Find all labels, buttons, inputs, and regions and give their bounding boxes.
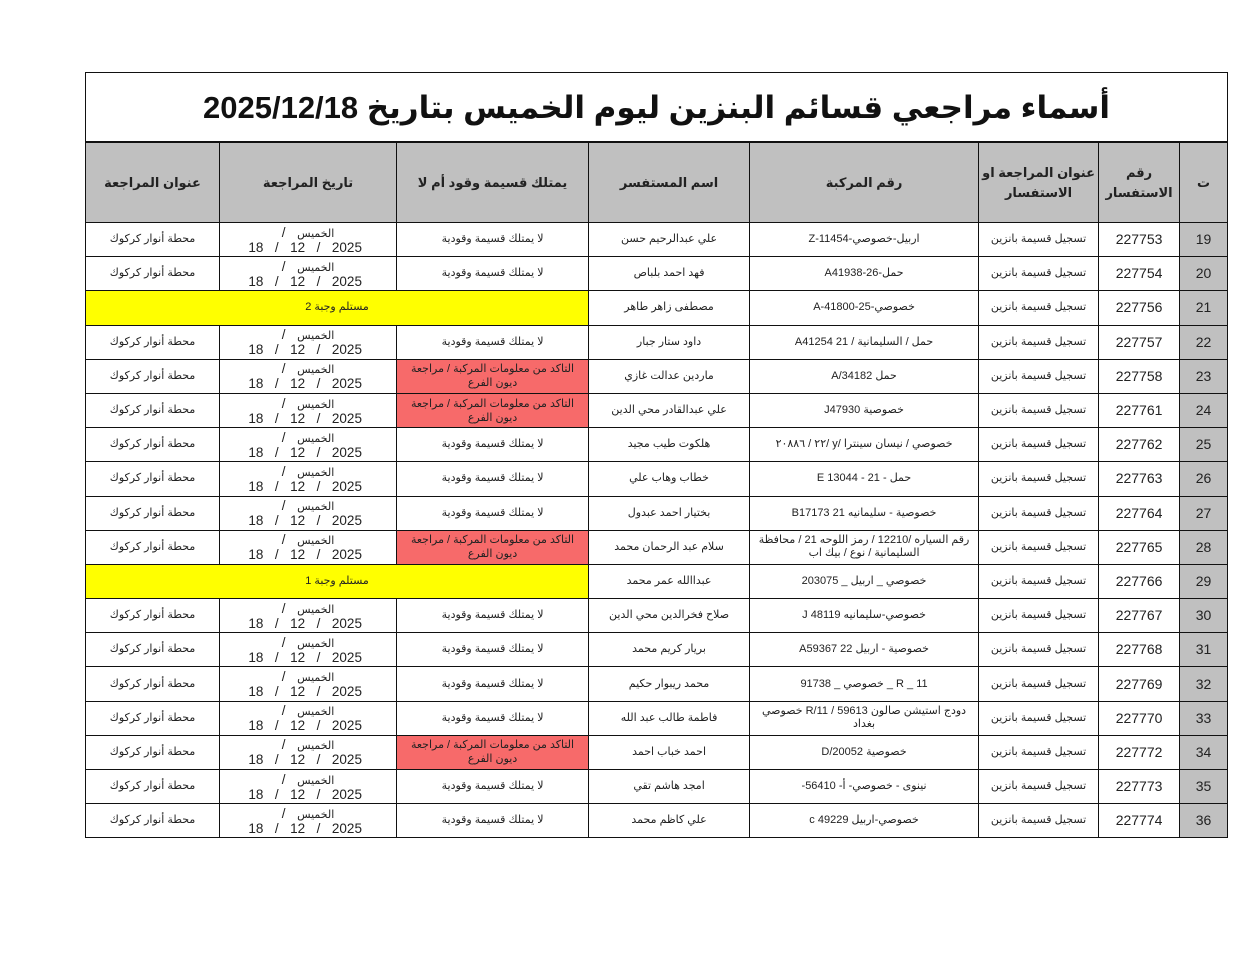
row-index: 36 xyxy=(1180,804,1228,838)
table-row xyxy=(86,291,1228,325)
review-location: محطة أنوار كركوك xyxy=(86,804,220,838)
row-index: 30 xyxy=(1180,599,1228,633)
inquiry-number: 227772 xyxy=(1099,735,1180,769)
coupon-status: لا يمتلك قسيمة وقودية xyxy=(397,804,589,838)
row-index: 24 xyxy=(1180,393,1228,427)
header-review-location: عنوان المراجعة xyxy=(86,142,220,223)
header-has-coupon: يمتلك قسيمة وقود أم لا xyxy=(397,142,589,223)
review-date-value: 18 / 12 / 2025 xyxy=(248,444,362,460)
row-index: 34 xyxy=(1180,735,1228,769)
vehicle-number: خصوصية D/20052 xyxy=(750,735,979,769)
inquiry-number: 227761 xyxy=(1099,393,1180,427)
inquiry-type: تسجيل قسيمة بانزين xyxy=(979,428,1099,462)
row-index: 29 xyxy=(1180,564,1228,598)
review-day: الخميس xyxy=(297,466,335,479)
review-day: الخميس xyxy=(297,330,335,343)
review-day: الخميس xyxy=(297,637,335,650)
review-day: الخميس xyxy=(297,501,335,514)
inquirer-name: بريار كريم محمد xyxy=(589,633,750,667)
inquiry-number: 227770 xyxy=(1099,701,1180,735)
date-separator: / xyxy=(281,532,368,563)
row-index: 26 xyxy=(1180,462,1228,496)
date-separator: / xyxy=(281,805,368,836)
review-day: الخميس xyxy=(297,432,335,445)
document-title: أسماء مراجعي قسائم البنزين ليوم الخميس بتاريخ 2025/12/18 xyxy=(86,73,1228,143)
review-date-value: 18 / 12 / 2025 xyxy=(248,752,362,768)
header-inquiry-number: رقم الاستفسار xyxy=(1099,142,1180,223)
review-location: محطة أنوار كركوك xyxy=(86,428,220,462)
coupon-status: لا يمتلك قسيمة وقودية xyxy=(397,325,589,359)
review-day: الخميس xyxy=(297,808,335,821)
inquiry-number: 227766 xyxy=(1099,564,1180,598)
inquiry-number: 227773 xyxy=(1099,770,1180,804)
review-day: الخميس xyxy=(297,672,335,685)
date-separator: / xyxy=(281,771,368,802)
verify-vehicle-warning: التاكد من معلومات المركبة / مراجعة ديون الفرع xyxy=(397,393,589,427)
inquiry-type: تسجيل قسيمة بانزين xyxy=(979,223,1099,257)
row-index: 32 xyxy=(1180,667,1228,701)
vehicle-number: خصوصي-اربيل 49229 c xyxy=(750,804,979,838)
vehicle-number: حمل-26-A41938 xyxy=(750,257,979,291)
review-date-value: 18 / 12 / 2025 xyxy=(248,820,362,836)
inquiry-type: تسجيل قسيمة بانزين xyxy=(979,462,1099,496)
coupon-status: لا يمتلك قسيمة وقودية xyxy=(397,701,589,735)
date-separator: / xyxy=(281,361,368,392)
vehicle-number: اربيل-خصوصي-Z-11454 xyxy=(750,223,979,257)
header-inquirer-name: اسم المستفسر xyxy=(589,142,750,223)
inquiry-type: تسجيل قسيمة بانزين xyxy=(979,530,1099,564)
inquiry-type: تسجيل قسيمة بانزين xyxy=(979,735,1099,769)
row-index: 22 xyxy=(1180,325,1228,359)
review-date xyxy=(220,223,397,257)
inquiry-type: تسجيل قسيمة بانزين xyxy=(979,599,1099,633)
review-date xyxy=(220,599,397,633)
review-location: محطة أنوار كركوك xyxy=(86,735,220,769)
review-date-value: 18 / 12 / 2025 xyxy=(248,513,362,529)
date-separator: / xyxy=(281,669,368,700)
review-location: محطة أنوار كركوك xyxy=(86,530,220,564)
review-location: محطة أنوار كركوك xyxy=(86,393,220,427)
review-location: محطة أنوار كركوك xyxy=(86,496,220,530)
review-date-value: 18 / 12 / 2025 xyxy=(248,478,362,494)
table-row xyxy=(86,428,1228,462)
coupon-status: لا يمتلك قسيمة وقودية xyxy=(397,223,589,257)
date-separator: / xyxy=(281,224,368,255)
vehicle-number: حمل A/34182 xyxy=(750,359,979,393)
inquirer-name: امجد هاشم تقي xyxy=(589,770,750,804)
reviewers-table xyxy=(85,72,1228,838)
table-row xyxy=(86,735,1228,769)
header-vehicle-number: رقم المركبة xyxy=(750,142,979,223)
coupon-status: لا يمتلك قسيمة وقودية xyxy=(397,462,589,496)
review-date xyxy=(220,701,397,735)
date-separator: / xyxy=(281,395,368,426)
review-location: محطة أنوار كركوك xyxy=(86,667,220,701)
review-date-value: 18 / 12 / 2025 xyxy=(248,239,362,255)
header-index: ت xyxy=(1180,142,1228,223)
date-separator: / xyxy=(281,600,368,631)
review-date xyxy=(220,462,397,496)
inquirer-name: مصطفى زاهر طاهر xyxy=(589,291,750,325)
review-date xyxy=(220,530,397,564)
inquirer-name: خطاب وهاب علي xyxy=(589,462,750,496)
date-separator: / xyxy=(281,429,368,460)
inquirer-name: داود ستار جبار xyxy=(589,325,750,359)
table-row xyxy=(86,359,1228,393)
inquiry-type: تسجيل قسيمة بانزين xyxy=(979,667,1099,701)
verify-vehicle-warning: التاكد من معلومات المركبة / مراجعة ديون الفرع xyxy=(397,735,589,769)
inquiry-number: 227774 xyxy=(1099,804,1180,838)
date-separator: / xyxy=(281,703,368,734)
inquiry-number: 227767 xyxy=(1099,599,1180,633)
coupon-status: لا يمتلك قسيمة وقودية xyxy=(397,496,589,530)
table-row xyxy=(86,599,1228,633)
date-separator: / xyxy=(281,737,368,768)
inquiry-number: 227753 xyxy=(1099,223,1180,257)
review-location: محطة أنوار كركوك xyxy=(86,223,220,257)
review-day: الخميس xyxy=(297,227,335,240)
inquirer-name: احمد خباب احمد xyxy=(589,735,750,769)
received-batch-badge: مستلم وجبة 1 xyxy=(86,564,589,598)
inquirer-name: محمد ريبوار حكيم xyxy=(589,667,750,701)
review-date-value: 18 / 12 / 2025 xyxy=(248,273,362,289)
inquiry-number: 227762 xyxy=(1099,428,1180,462)
review-day: الخميس xyxy=(297,774,335,787)
inquiry-type: تسجيل قسيمة بانزين xyxy=(979,770,1099,804)
review-date-value: 18 / 12 / 2025 xyxy=(248,547,362,563)
inquirer-name: بختيار احمد عبدول xyxy=(589,496,750,530)
header-inquiry-type: عنوان المراجعة او الاستفسار xyxy=(979,142,1099,223)
table-row xyxy=(86,770,1228,804)
date-separator: / xyxy=(281,634,368,665)
review-day: الخميس xyxy=(297,603,335,616)
coupon-status: لا يمتلك قسيمة وقودية xyxy=(397,257,589,291)
row-index: 35 xyxy=(1180,770,1228,804)
inquiry-type: تسجيل قسيمة بانزين xyxy=(979,325,1099,359)
row-index: 27 xyxy=(1180,496,1228,530)
review-day: الخميس xyxy=(297,398,335,411)
inquiry-number: 227768 xyxy=(1099,633,1180,667)
row-index: 19 xyxy=(1180,223,1228,257)
inquirer-name: علي عبدالرحيم حسن xyxy=(589,223,750,257)
vehicle-number: خصوصية - اربيل 22 A59367 xyxy=(750,633,979,667)
table-body xyxy=(86,223,1228,838)
row-index: 20 xyxy=(1180,257,1228,291)
verify-vehicle-warning: التاكد من معلومات المركبة / مراجعة ديون الفرع xyxy=(397,359,589,393)
vehicle-number: 11 _ R _ خصوصي _ 91738 xyxy=(750,667,979,701)
inquiry-type: تسجيل قسيمة بانزين xyxy=(979,496,1099,530)
table-row xyxy=(86,393,1228,427)
row-index: 31 xyxy=(1180,633,1228,667)
header-row xyxy=(86,142,1228,223)
review-day: الخميس xyxy=(297,706,335,719)
coupon-status: لا يمتلك قسيمة وقودية xyxy=(397,633,589,667)
date-separator: / xyxy=(281,327,368,358)
review-date-value: 18 / 12 / 2025 xyxy=(248,684,362,700)
inquiry-type: تسجيل قسيمة بانزين xyxy=(979,257,1099,291)
review-date xyxy=(220,325,397,359)
inquiry-number: 227757 xyxy=(1099,325,1180,359)
review-day: الخميس xyxy=(297,740,335,753)
inquirer-name: علي عبدالقادر محي الدين xyxy=(589,393,750,427)
coupon-status: لا يمتلك قسيمة وقودية xyxy=(397,599,589,633)
table-row xyxy=(86,530,1228,564)
review-location: محطة أنوار كركوك xyxy=(86,257,220,291)
inquiry-type: تسجيل قسيمة بانزين xyxy=(979,701,1099,735)
vehicle-number: دودج استيشن صالون R/11 / 59613 خصوصي بغداد xyxy=(750,701,979,735)
inquiry-type: تسجيل قسيمة بانزين xyxy=(979,633,1099,667)
vehicle-number: حمل / السليمانية / 21 A41254 xyxy=(750,325,979,359)
inquirer-name: علي كاظم محمد xyxy=(589,804,750,838)
row-index: 21 xyxy=(1180,291,1228,325)
inquiry-type: تسجيل قسيمة بانزين xyxy=(979,564,1099,598)
vehicle-number: رقم السياره /12210 / رمز اللوحه 21 / محافظة السليمانية / نوع / بيك اب xyxy=(750,530,979,564)
row-index: 33 xyxy=(1180,701,1228,735)
row-index: 25 xyxy=(1180,428,1228,462)
inquirer-name: فاطمة طالب عبد الله xyxy=(589,701,750,735)
review-date-value: 18 / 12 / 2025 xyxy=(248,786,362,802)
review-location: محطة أنوار كركوك xyxy=(86,462,220,496)
vehicle-number: خصوصي-سليمانيه 48119 J xyxy=(750,599,979,633)
vehicle-number: خصوصي-25-A-41800 xyxy=(750,291,979,325)
inquirer-name: عبداالله عمر محمد xyxy=(589,564,750,598)
table-row xyxy=(86,325,1228,359)
table-row xyxy=(86,257,1228,291)
review-date xyxy=(220,804,397,838)
table-row xyxy=(86,462,1228,496)
vehicle-number: حمل - 21 - E 13044 xyxy=(750,462,979,496)
coupon-status: لا يمتلك قسيمة وقودية xyxy=(397,428,589,462)
review-day: الخميس xyxy=(297,261,335,274)
inquirer-name: هلكوت طيب مجيد xyxy=(589,428,750,462)
review-date-value: 18 / 12 / 2025 xyxy=(248,718,362,734)
vehicle-number: خصوصي / نيسان سينترا /y /٢٢ / ٢٠٨٨٦ xyxy=(750,428,979,462)
inquiry-number: 227764 xyxy=(1099,496,1180,530)
vehicle-number: خصوصي _ اربيل _ 203075 xyxy=(750,564,979,598)
review-location: محطة أنوار كركوك xyxy=(86,770,220,804)
review-location: محطة أنوار كركوك xyxy=(86,701,220,735)
inquirer-name: ماردين عدالت غازي xyxy=(589,359,750,393)
review-date xyxy=(220,257,397,291)
review-location: محطة أنوار كركوك xyxy=(86,359,220,393)
inquiry-number: 227754 xyxy=(1099,257,1180,291)
vehicle-number: خصوصية - سليمانيه 21 B17173 xyxy=(750,496,979,530)
date-separator: / xyxy=(281,498,368,529)
review-location: محطة أنوار كركوك xyxy=(86,325,220,359)
review-date-value: 18 / 12 / 2025 xyxy=(248,376,362,392)
inquirer-name: فهد احمد بلباص xyxy=(589,257,750,291)
review-date xyxy=(220,633,397,667)
review-date xyxy=(220,770,397,804)
review-date xyxy=(220,359,397,393)
table-row xyxy=(86,223,1228,257)
review-date-value: 18 / 12 / 2025 xyxy=(248,649,362,665)
coupon-status: لا يمتلك قسيمة وقودية xyxy=(397,667,589,701)
inquirer-name: سلام عبد الرحمان محمد xyxy=(589,530,750,564)
review-day: الخميس xyxy=(297,535,335,548)
vehicle-number: نينوى - خصوصي- أ- 56410- xyxy=(750,770,979,804)
table-row xyxy=(86,804,1228,838)
date-separator: / xyxy=(281,258,368,289)
table-row xyxy=(86,564,1228,598)
review-date xyxy=(220,428,397,462)
review-day: الخميس xyxy=(297,364,335,377)
coupon-status: لا يمتلك قسيمة وقودية xyxy=(397,770,589,804)
table-row xyxy=(86,496,1228,530)
inquiry-type: تسجيل قسيمة بانزين xyxy=(979,291,1099,325)
inquiry-type: تسجيل قسيمة بانزين xyxy=(979,359,1099,393)
row-index: 23 xyxy=(1180,359,1228,393)
inquiry-number: 227765 xyxy=(1099,530,1180,564)
review-date xyxy=(220,393,397,427)
review-date xyxy=(220,496,397,530)
table-row xyxy=(86,701,1228,735)
verify-vehicle-warning: التاكد من معلومات المركبة / مراجعة ديون الفرع xyxy=(397,530,589,564)
date-separator: / xyxy=(281,463,368,494)
inquiry-number: 227758 xyxy=(1099,359,1180,393)
review-location: محطة أنوار كركوك xyxy=(86,599,220,633)
table-row xyxy=(86,633,1228,667)
fuel-coupon-sheet xyxy=(85,72,1227,838)
inquiry-type: تسجيل قسيمة بانزين xyxy=(979,393,1099,427)
review-date-value: 18 / 12 / 2025 xyxy=(248,615,362,631)
review-location: محطة أنوار كركوك xyxy=(86,633,220,667)
vehicle-number: خصوصية J47930 xyxy=(750,393,979,427)
inquiry-number: 227769 xyxy=(1099,667,1180,701)
inquiry-number: 227763 xyxy=(1099,462,1180,496)
inquiry-type: تسجيل قسيمة بانزين xyxy=(979,804,1099,838)
review-date-value: 18 / 12 / 2025 xyxy=(248,342,362,358)
table-row xyxy=(86,667,1228,701)
inquiry-number: 227756 xyxy=(1099,291,1180,325)
row-index: 28 xyxy=(1180,530,1228,564)
review-date xyxy=(220,667,397,701)
review-date-value: 18 / 12 / 2025 xyxy=(248,410,362,426)
header-review-date: تاريخ المراجعة xyxy=(220,142,397,223)
received-batch-badge: مستلم وجبة 2 xyxy=(86,291,589,325)
inquirer-name: صلاح فخرالدين محي الدين xyxy=(589,599,750,633)
review-date xyxy=(220,735,397,769)
